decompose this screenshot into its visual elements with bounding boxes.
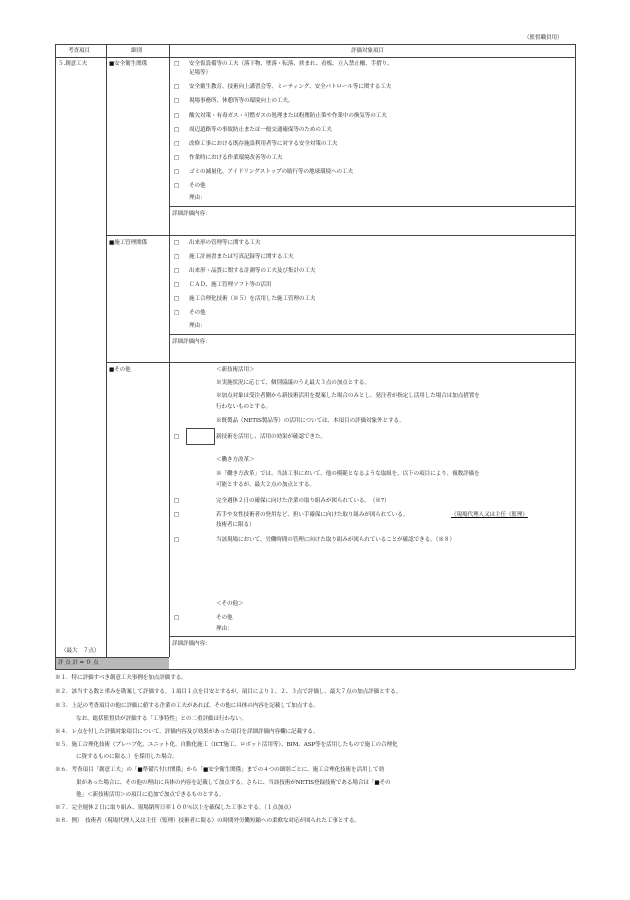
header-evaluation-target: 評価対象項⽬ bbox=[351, 48, 384, 54]
detail-row-top-3 bbox=[169, 636, 575, 637]
section-title-other: ■その他 bbox=[109, 367, 131, 373]
footnote-3-cont: なお、総括監督員が評価する「⼯事特性」との⼆重評価は⾏わない。 bbox=[76, 716, 247, 722]
footnote-5: ※５．施⼯合理化技術（プレハブ化、ユニット化、⾃動化施⼯（ICT施⼯、ロボット活⽤等）、BIM、ASP等を活⽤したもので施⼯の合理化 bbox=[55, 742, 398, 748]
work-style-note-1: ※「働き⽅改⾰」では、当該⼯事において、他の模範となるような取組を、以下の項⽬により、複数評価を bbox=[216, 471, 480, 477]
checkbox[interactable]: □ bbox=[174, 169, 180, 175]
safety-item-8: ゴミの減量化、アイドリングストップの励⾏等の地球環境への⼯夫 bbox=[189, 169, 353, 175]
footnote-4: ※４．レ点を付した評価対象項⽬について、評価内容及び効果があった項⽬を詳細評価内容欄に記載する。 bbox=[55, 729, 319, 735]
other-detail-label: 詳細評価内容： bbox=[172, 641, 211, 647]
new-tech-note-2: ※加点対象は受注者側から新技術活⽤を提案した場合のみとし、発注者が指定し活⽤した場合は加点措置を bbox=[216, 393, 480, 399]
table-bottom-border bbox=[55, 669, 575, 670]
detail-row-top-2 bbox=[169, 334, 575, 335]
item-name: ５.創意⼯夫 bbox=[58, 61, 88, 67]
score-total: 評 点 計 = ０ 点 bbox=[58, 660, 99, 666]
checkbox[interactable]: □ bbox=[174, 498, 180, 504]
checkbox[interactable]: □ bbox=[174, 61, 180, 67]
footnote-6-cont-2: 他」＜新技術活⽤＞の項⽬に追加で加点できるものとする。 bbox=[76, 792, 225, 798]
checkbox[interactable]: □ bbox=[174, 127, 180, 133]
construction-item-3: 出来形・品質に関する計測等の⼯夫及び集計の⼯夫 bbox=[189, 268, 316, 274]
construction-reason-label: 理由： bbox=[189, 323, 206, 329]
checkbox[interactable]: □ bbox=[174, 240, 180, 246]
max-points-label: （最⼤ ７点） bbox=[61, 648, 100, 654]
footnote-6-cont-1: 果があった場合に、その他の理由に具体の内容を記載して加点する。さらに、当該技術がNETIS登録技術である場合は「■その bbox=[76, 780, 391, 786]
safety-item-1-cont: ⾜場等） bbox=[189, 70, 211, 76]
new-tech-check-text: 新技術を活⽤し、活⽤の効果が確認できた。 bbox=[216, 434, 326, 440]
detail-row-top-1 bbox=[169, 206, 575, 207]
work-style-item-2-underlined: （現場代理⼈又は主任（監理） bbox=[451, 512, 528, 518]
safety-reason-label: 理由： bbox=[189, 195, 206, 201]
checkbox[interactable]: □ bbox=[174, 268, 180, 274]
footnote-1: ※１．特に評価すべき創意⼯夫事例を加点評価する。 bbox=[55, 675, 187, 681]
other-item: その他 bbox=[216, 615, 233, 621]
header-item: 考査項⽬ bbox=[68, 48, 90, 54]
checkbox[interactable]: □ bbox=[174, 434, 180, 440]
work-style-note-1-cont: 可能とするが、最⼤２点の加点とする。 bbox=[216, 482, 315, 488]
construction-item-other: その他 bbox=[189, 310, 206, 316]
construction-detail-label: 詳細評価内容： bbox=[172, 339, 211, 345]
safety-item-4: 酸⽋対策・有毒ガス・可燃ガスの処理または粉塵防⽌策や作業中の換気等の⼯夫 bbox=[189, 113, 387, 119]
safety-item-1: 安全仮設備等の⼯夫（落下物、墜落・転落、挟まれ、看板、⽴⼊禁⽌柵、⼿摺り、 bbox=[189, 61, 393, 67]
checkbox[interactable]: □ bbox=[174, 98, 180, 104]
table-top-border bbox=[55, 44, 575, 45]
section-title-safety: ■安全衛⽣関係 bbox=[109, 61, 148, 67]
section-divider-2 bbox=[106, 362, 575, 363]
construction-item-5: 施⼯合理化技術（※５）を活⽤した施⼯管理の⼯夫 bbox=[189, 296, 316, 302]
header-subdivision: 細別 bbox=[131, 48, 142, 54]
column-divider-2 bbox=[169, 44, 170, 657]
footnote-8: ※８．例） 技術者（現場代理⼈又は主任（監理）技術者に限る）の時間外労働短縮への柔軟な対応が図られた⼯事とする。 bbox=[55, 818, 360, 824]
checkbox[interactable]: □ bbox=[174, 310, 180, 316]
footnote-5-cont: に資するものに限る。）を採⽤した場合。 bbox=[76, 754, 178, 760]
checkbox[interactable]: □ bbox=[174, 141, 180, 147]
safety-item-7: 作業時における作業環境改善等の⼯夫 bbox=[189, 155, 283, 161]
construction-item-1: 出来形の管理等に関する⼯夫 bbox=[189, 240, 261, 246]
new-tech-heading: ＜新技術活⽤＞ bbox=[216, 367, 255, 373]
table-header-bottom-border bbox=[55, 57, 575, 58]
work-style-item-1: 完全週休２⽇の確保に向けた企業の取り組みが図られている。 （※7） bbox=[216, 498, 390, 504]
section-title-construction: ■施⼯管理関係 bbox=[109, 240, 148, 246]
table-right-border bbox=[575, 44, 576, 669]
score-input-box[interactable] bbox=[186, 428, 215, 445]
section-divider-1 bbox=[106, 235, 575, 236]
checkbox[interactable]: □ bbox=[174, 282, 180, 288]
checkbox[interactable]: □ bbox=[174, 155, 180, 161]
construction-item-4: ＣＡＤ、施⼯管理ソフト等の活⽤ bbox=[189, 282, 272, 288]
table-left-border bbox=[55, 44, 56, 669]
construction-item-2: 施⼯計画書または写真記録等に関する⼯夫 bbox=[189, 254, 294, 260]
other-subheading: ＜その他＞ bbox=[216, 601, 244, 607]
new-tech-note-3: ※既製品（NETIS製品等）の活⽤については、本項⽬の評価対象外とする。 bbox=[216, 418, 405, 424]
header-note: （監督職員⽤） bbox=[524, 35, 563, 41]
safety-item-2: 安全衛⽣教育、技術向上講習会等、ミーティング、安全パトロール等に関する⼯夫 bbox=[189, 84, 392, 90]
checkbox[interactable]: □ bbox=[174, 183, 180, 189]
checkbox[interactable]: □ bbox=[174, 84, 180, 90]
safety-item-3: 現場事務所、休憩所等の環境向上の⼯夫。 bbox=[189, 98, 294, 104]
checkbox[interactable]: □ bbox=[174, 296, 180, 302]
safety-item-5: 周辺道路等の事故防⽌または⼀般交通確保等のための⼯夫 bbox=[189, 127, 332, 133]
footnote-2: ※２．該当する数と重みを勘案して評価する。１項⽬１点を⽬安とするが、項⽬により１、２、３点で評価し、最⼤７点の加点評価とする。 bbox=[55, 689, 402, 695]
checkbox[interactable]: □ bbox=[174, 113, 180, 119]
checkbox[interactable]: □ bbox=[174, 537, 180, 543]
footnote-7: ※７．完全週休２⽇に取り組み、現場閉所⽇率１００％以上を確保した⼯事とする。（１点加点） bbox=[55, 805, 295, 811]
footnote-3: ※３．上記の考査項⽬の他に評価に値する企業の⼯夫があれば、その他に具体の内容を記載して加点する。 bbox=[55, 703, 319, 709]
checkbox[interactable]: □ bbox=[174, 615, 180, 621]
safety-item-6: 改修⼯事における既存施設利⽤者等に対する安全対策の⼯夫 bbox=[189, 141, 338, 147]
work-style-item-2-cont: 技術者に限る） bbox=[216, 522, 255, 528]
work-style-heading: ＜働き⽅改⾰＞ bbox=[216, 457, 255, 463]
safety-item-other: その他 bbox=[189, 183, 206, 189]
new-tech-note-1: ※実施状況に応じて、個別協議のうえ最⼤３点の加点とする。 bbox=[216, 380, 370, 386]
other-reason-label: 理由： bbox=[216, 626, 233, 632]
checkbox[interactable]: □ bbox=[174, 512, 180, 518]
column-divider-1 bbox=[106, 44, 107, 657]
safety-detail-label: 詳細評価内容： bbox=[172, 211, 211, 217]
checkbox[interactable]: □ bbox=[174, 254, 180, 260]
footnote-6: ※６．考査項⽬「創意⼯夫」の「■準備⽚付け関係」から「■安全衛⽣関係」までの４つの細別ごとに、施⼯合理化技術を活⽤して効 bbox=[55, 767, 385, 773]
new-tech-note-2-cont: ⾏わないものとする。 bbox=[216, 404, 271, 410]
work-style-item-3: 当該現場において、労働時間の管理に向けた取り組みが図られていることが確認できる。（※８） bbox=[216, 537, 455, 543]
work-style-item-2: 若⼿や⼥性技術者の登⽤など、担い⼿確保に向けた取り組みが図られている。 bbox=[216, 512, 409, 518]
